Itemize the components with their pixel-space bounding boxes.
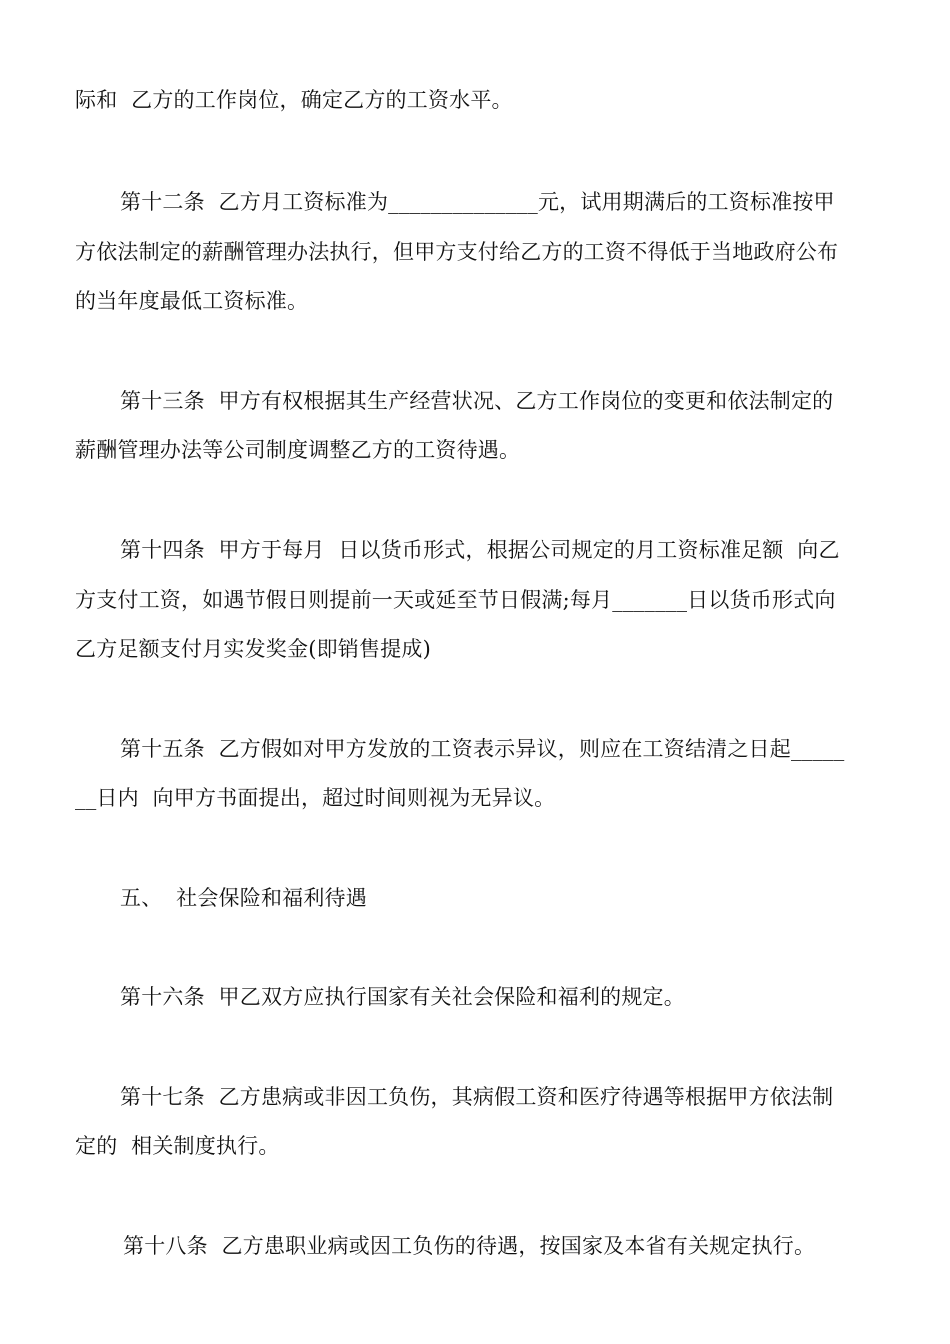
text-line: 第十八条 乙方患职业病或因工负伤的待遇，按国家及本省有关规定执行。 [123,1234,816,1258]
text-line: __日内 向甲方书面提出，超过时间则视为无异议。 [75,786,556,810]
text-line: 际和 乙方的工作岗位，确定乙方的工资水平。 [75,88,513,112]
text-line: 第十二条 乙方月工资标准为______________元，试用期满后的工资标准按甲 [120,190,835,214]
text-line: 薪酬管理办法等公司制度调整乙方的工资待遇。 [75,438,521,462]
text-line: 乙方足额支付月实发奖金(即销售提成) [75,637,431,661]
section-heading: 五、 社会保险和福利待遇 [120,886,367,910]
text-line: 第十四条 甲方于每月 日以货币形式，根据公司规定的月工资标准足额 向乙 [120,538,840,562]
text-line: 的当年度最低工资标准。 [75,289,309,313]
text-line: 定的 相关制度执行。 [75,1134,280,1158]
text-line: 方支付工资，如遇节假日则提前一天或延至节日假满;每月_______日以货币形式向 [75,588,836,612]
text-line: 第十三条 甲方有权根据其生产经营状况、乙方工作岗位的变更和依法制定的 [120,389,834,413]
text-line: 第十七条 乙方患病或非因工负伤，其病假工资和医疗待遇等根据甲方依法制 [120,1085,834,1109]
text-line: 方依法制定的薪酬管理办法执行，但甲方支付给乙方的工资不得低于当地政府公布 [75,240,839,264]
text-line: 第十六条 甲乙双方应执行国家有关社会保险和福利的规定。 [120,985,685,1009]
text-line: 第十五条 乙方假如对甲方发放的工资表示异议，则应在工资结清之日起_____ [120,737,845,761]
